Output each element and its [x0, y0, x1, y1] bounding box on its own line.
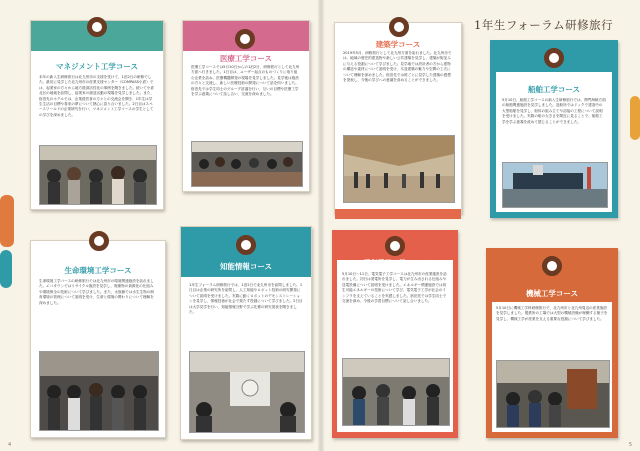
tag-ring: [542, 256, 562, 276]
card-body: 本年の新入生研修旅行は北九州市の支援を受けて、1泊2日の研修でした。最初に見学した北九州市の産業支援センター（COMPASS小倉）では、起業家の方々から地方経済活性化の事例を聞きました。続いて小倉北区の地域を訪問し、起業家の創造活動の現場を見学しました。また、宿泊先のホテルでは、企業経営者の方々との交流会を開き、1年生は学生生活の目標や将来の夢について熱心に語り合いました。2日目はスペースワールドの企業研究を行い、マネジメント工学コースの学生としての学びを深めました。: [39, 75, 154, 117]
card-electrical: [332, 230, 458, 438]
card-mechanical: [486, 248, 618, 438]
card-ship: [490, 40, 618, 218]
card-body: 1年生フォーラム研修旅行では、1泊2日で北九州市を訪問しました。1日目は企業の研究所を訪問し、人工知能やロボット技術の研究開発について説明を受けました。実際に動くロボットのデモンストレーションを見学し、情報技術が社会で果たす役割について学びました。2日目は大学見学を行い、知能情報分野で学ぶ先輩の研究発表を聞きました。: [189, 283, 303, 315]
decorative-tab: [0, 250, 12, 288]
photo: [343, 135, 455, 203]
photo-image: [343, 359, 449, 425]
tag-ring: [385, 236, 405, 256]
page-gutter: [318, 0, 324, 451]
photo: [502, 162, 608, 208]
photo: [342, 358, 450, 426]
card-body: 5月10日、船舶工学コースの新入生研修旅行では、関門海峡方面の船舶関連施設を見学しました。造船所ではドックで建造中の大型船舶を見学し、船体の組み立てや溶接の工程について説明を受けました。実際の船の大きさを間近に見ることで、船舶工学を学ぶ意義を改めて感じることができました。: [502, 98, 606, 124]
card-body: 5月10日〜11日、電気電子工学コースは北九州市の産業施設を訪れました。初日は発電所を見学し、電力が生み出される仕組みや送電設備について説明を受けました。エネルギー関連施設では再生可能エネルギーの技術について学び、電気電子工学が社会のインフラを支えていることを実感しました。宿泊先では学生同士で交流を深め、今後の学習目標について話し合いました。: [342, 272, 447, 304]
photo-image: [192, 142, 302, 186]
photo-image: [503, 163, 607, 207]
tag-ring: [389, 17, 409, 37]
card-title: 医療工学コース: [219, 54, 273, 63]
photo: [39, 145, 157, 205]
tag-ring: [235, 29, 255, 49]
card-title: 建築学コース: [375, 40, 421, 49]
page-number-left: 4: [8, 442, 12, 448]
card-title: 生命環境工学コース: [64, 266, 132, 275]
card-life-env: [30, 240, 166, 438]
photo: [189, 351, 305, 433]
card-architecture: [334, 22, 462, 214]
tag-ring: [87, 17, 107, 37]
photo-image: [190, 352, 304, 432]
page-number-right: 5: [628, 442, 632, 448]
card-title: マネジメント工学コース: [56, 62, 138, 71]
card-title: 機械工学コース: [525, 289, 579, 298]
photo: [496, 360, 610, 428]
photo-image: [497, 361, 609, 427]
photo: [39, 351, 159, 431]
card-title: 知能情報コース: [219, 262, 273, 271]
tag-ring: [236, 235, 256, 255]
card-body: 2019年5月、研修旅行として北九州方面を訪れました。北九州市では、地域の歴史的建造物や新しい公共建築を見学し、建築が街並みに与える役割について学びました。見学地では設計者の方から建物の構造や素材について説明を受け、木造建築の魅力や空間の工夫について理解を深めました。宿泊先では班ごとに見学した建築の感想を発表し、今後の学びへの意識を高めることができました。: [343, 51, 452, 83]
card-body: 生命環境工学コースの研修旅行では北九州市の環境関連施設を訪れました。エコタウンではリサイクル施設を見学し、廃棄物の資源化の仕組みや環境保全の技術について学びました。また、水族館では水生生物の飼育環境の管理について説明を受け、生命と環境の関わりについて理解を深めました。: [39, 279, 154, 305]
card-title: 電気電子工学コース: [363, 259, 427, 267]
photo-image: [40, 146, 156, 204]
page-title: 1年生フォーラム研修旅行: [474, 18, 614, 32]
photo-image: [344, 136, 454, 202]
decorative-tab: [0, 195, 14, 247]
card-intelligent: [180, 226, 312, 440]
photo: [191, 141, 303, 187]
tag-ring: [544, 48, 564, 68]
card-tag-bottom: [335, 209, 461, 219]
card-management: [30, 20, 164, 210]
decorative-tab: [630, 96, 640, 140]
tag-ring: [89, 231, 109, 251]
card-body: 医療工学コースでは5月10日からの1泊2日、研修旅行として北九州方面へ行きました。1日目は、ユーザー起点のものづくりに取り組む企業を訪ね、医療機器開発の現場を見学しました。見学後は施設の方々と交流し、新しい医療技術の開発について話を伺いました。宿泊先では学生同士のグループ討議を行い、互いの目標や医療工学を学ぶ意義について話し合い、交流を深めました。: [191, 65, 300, 97]
photo-image: [40, 352, 158, 430]
card-body: 5月10日に機械工学科研修旅行で、北九州市と北九州周辺の産業施設を見学しました。製鉄所の工場では大型の機械設備が稼働する様子を見学し、機械工学が産業を支える重要な役割について学びました。: [496, 306, 608, 321]
card-title: 船舶工学コース: [527, 85, 581, 94]
card-medical: [182, 20, 310, 192]
